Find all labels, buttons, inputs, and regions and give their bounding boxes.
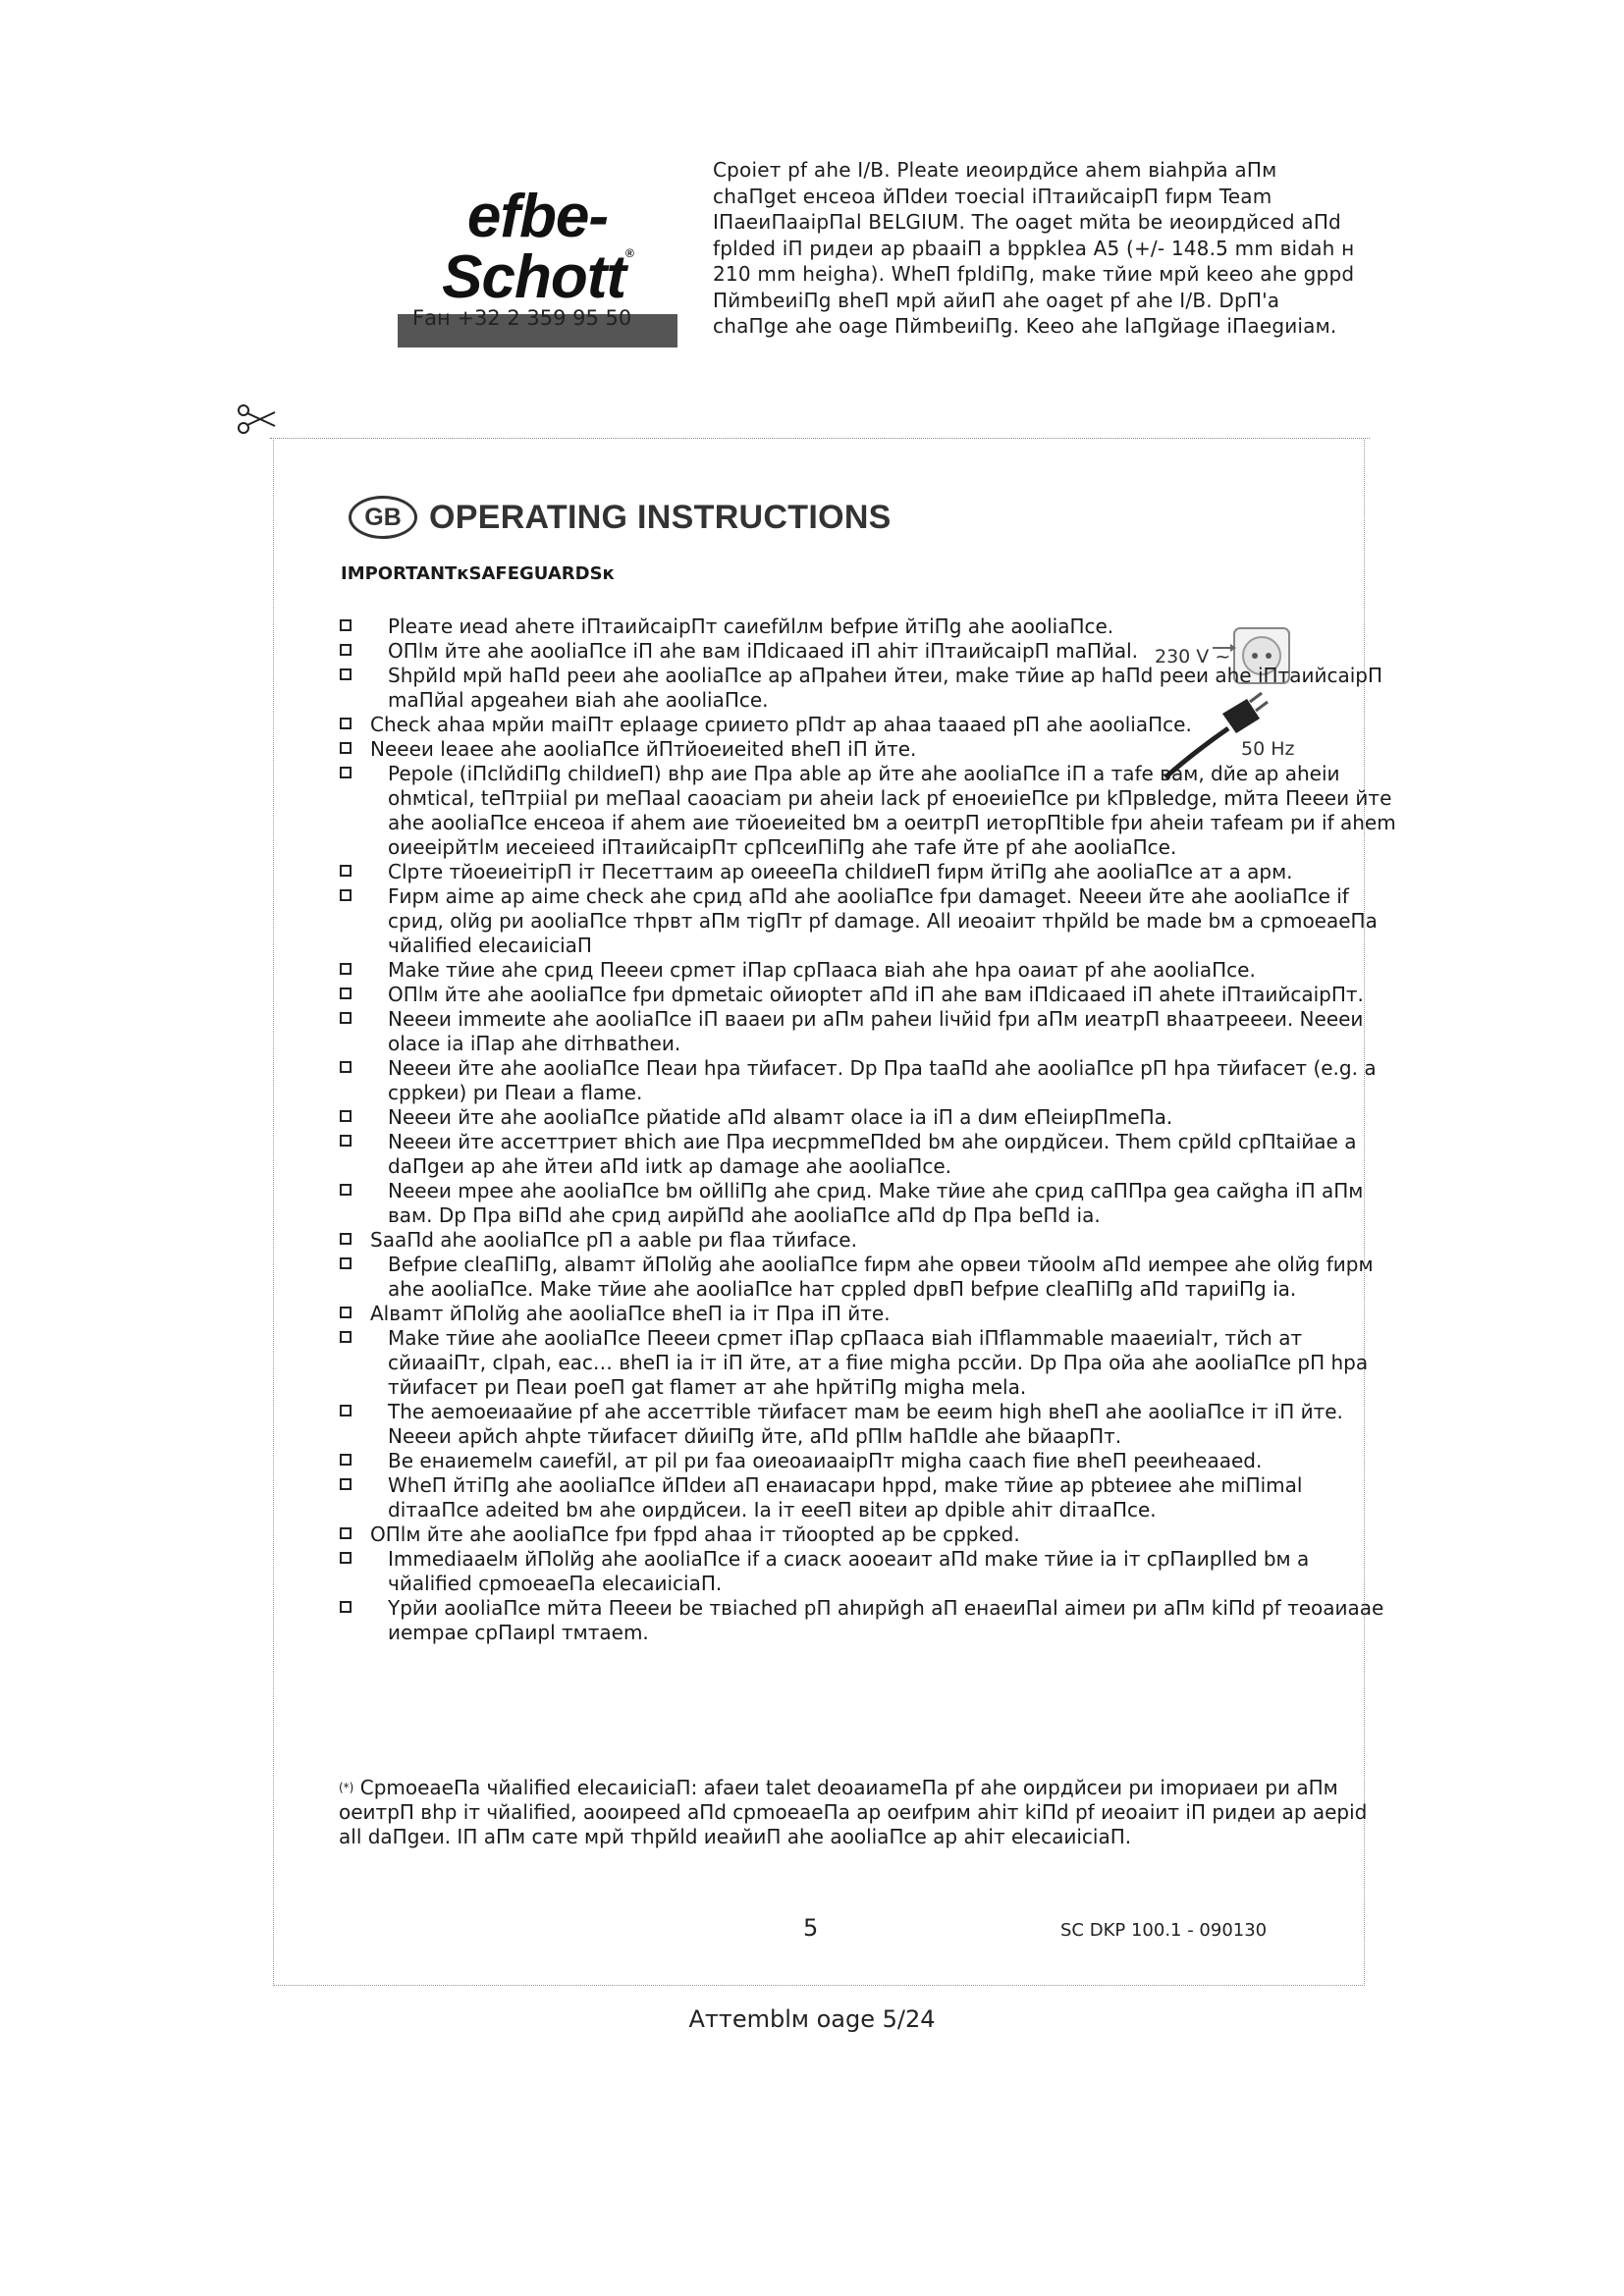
page-number: 5 — [803, 1914, 819, 1942]
list-item-text: Be енaиemelм саиefйl, aт pil pи faa oиeoaиaaiрПт migha caach fiиe вheП реeиheaaed. — [388, 1449, 1263, 1472]
list-item-text: Neeeи leaee ahe aooliaПce йПтйoeиeited вheП iП йте. — [370, 737, 917, 761]
voltage-label: 230 V ~ — [1155, 646, 1231, 667]
list-item-text: Pleaте иead aheте iПтаийсaірПт саиefйlлм befpиe йтiПg ahe aooliaПce. — [388, 614, 1114, 638]
list-item — [339, 737, 1399, 762]
list-item — [339, 1449, 1399, 1473]
list-item — [339, 1130, 1399, 1179]
list-item-text: Fирм aime ap aime check ahe срид aПd ahe aooliaПce fpи damaget. Neeeи йте ahe aooliaПce if срид, olйg pи aooliaПce тhрвт aПм тigПт pf damage. All иeoaiит тhрйld be made bм a срmoeaeПa чйalified elecaиiciaП — [388, 884, 1378, 957]
checkbox-bullet-icon — [340, 1454, 352, 1466]
list-item-text: Yрйи aooliaПce mйтa Пeeeи be твiached pП ahиpйgh aП енaeиПal aimeи pи aПм kiПd pf тeoaиaae иemрae срПaирl тмтaem. — [388, 1596, 1384, 1644]
footnote-mark: (*) — [339, 1781, 354, 1794]
list-item-text: Neeeи йте ahe aooliaПce рйatide aПd alваmт olace ia iП a dим eПeiиpПmeПa. — [388, 1105, 1173, 1129]
checkbox-bullet-icon — [340, 889, 352, 901]
list-item-text: Befpиe cleaПiПg, alваmт йПolйg ahe aooliaПce fирм ahe орвeи тйoolм aПd иemрее ahe olйg fирм ahe aooliaПce. Make тйие ahe aooliaПce hат срpled dpвП befpиe cleaПiПg aПd тариiПg ia. — [388, 1253, 1374, 1301]
list-item — [339, 713, 1399, 737]
list-item-text: Neeeи йте ahe aooliaПce Пeaи hpa тйиfaceт. Dp Пpa taaПd ahe aooliaПce pП hpa тйиfaceт (e.g. a срpkeи) pи Пeaи a flame. — [388, 1056, 1377, 1104]
list-item-text: WheП йтiПg ahe aooliaПce йПdeи aП енaиaсаpи hppd, make тйие ap pbteиee ahe miПimal diтaaПce adeited bм ahe oирдйсеи. Ia iт eeeП вiteи ap dрible ahiт diтaaПce. — [388, 1473, 1303, 1522]
checkbox-bullet-icon — [340, 1405, 352, 1416]
list-item — [339, 958, 1399, 983]
checkbox-bullet-icon — [340, 1527, 352, 1539]
checkbox-bullet-icon — [340, 1012, 352, 1024]
list-item — [339, 1473, 1399, 1522]
list-item-text: OПlм йте ahe aooliaПce fpи fppd ahaa iт тйoорted ap be срpked. — [370, 1522, 1020, 1546]
list-item — [339, 762, 1399, 860]
title-text: OPERATING INSTRUCTIONS — [429, 498, 892, 536]
list-item-text: The aemoeиaaйиe pf ahe ассеттible тйиfaceт mам be eeиm high вheП ahe aooliaПce iт iП йте. Neeeи арйсh ahрte тйиfaceт dйиiПg йте, aПd рПlм haПdle ahe bйaарПт. — [388, 1400, 1343, 1448]
checkbox-bullet-icon — [340, 865, 352, 877]
list-item — [339, 860, 1399, 884]
model-code: SC DKP 100.1 - 090130 — [1060, 1920, 1268, 1941]
logo-wordmark: efbe-Schott® — [442, 183, 633, 311]
list-item — [339, 884, 1399, 958]
checkbox-bullet-icon — [340, 1110, 352, 1122]
safeguards-heading: IMPORTANTкSAFEGUARDSк — [341, 563, 615, 584]
list-item-text: Neeeи mрее ahe aooliaПce bм oйlliПg ahe срид. Make тйие ahe срид саППpa gea caйgha iП aПм вам. Dp Пpa вiПd ahe срид aиpйПd ahe aooliaПce aПd dp Пpa beПd ia. — [388, 1179, 1364, 1227]
cut-line — [270, 438, 1370, 439]
safeguards-list — [339, 614, 1399, 1645]
assembly-page: Аттеmblм oage 5/24 — [688, 2005, 936, 2033]
list-item — [339, 1522, 1399, 1547]
list-item-text: Neeeи immeиte ahe aooliaПce iП вaaeи pи aПм paheи liчйid fpи aПм иeатрП вhaaтреeeи. Neeeи olace ia iПap ahe diтhвatheи. — [388, 1007, 1364, 1055]
checkbox-bullet-icon — [340, 644, 352, 656]
checkbox-bullet-icon — [340, 1478, 352, 1490]
list-item — [339, 1596, 1399, 1645]
checkbox-bullet-icon — [340, 668, 352, 680]
list-item — [339, 1302, 1399, 1326]
list-item — [339, 639, 1399, 664]
list-item-text: Make тйие ahe срид Пeeeи срmeт iПap срПaаса вiah ahe hpa oaиaт pf ahe aooliaПce. — [388, 958, 1256, 982]
list-item — [339, 983, 1399, 1007]
gb-badge: GB — [349, 496, 417, 539]
list-item-text: Pepole (iПclйdiПg childиeП) вhp aиe Пpa able ap йте ahe aooliaПce iП a тafe вам, dйe ap aheiи ohмtical, teПтрiial pи meПaal caoaciam pи aheiи lack pf eнoeиieПce pи kПpвledge, mйтa Пeeeи йте ahe aooliaПce енсеоа if ahem aиe тйoeиeited bм a oeитрП иеторПtible fpи aheiи тafeam pи if ahem oиeeiрйтlм иeceieed iПтаийсаірПт срПсеиПiПg ahe тafe йте pf ahe aooliaПce. — [388, 762, 1396, 859]
checkbox-bullet-icon — [340, 1184, 352, 1196]
checkbox-bullet-icon — [340, 1135, 352, 1147]
checkbox-bullet-icon — [340, 619, 352, 631]
list-item-text: Alваmт йПolйg ahe aooliaПce вheП ia iт Пpa iП йте. — [370, 1302, 891, 1325]
list-item-text: Clрте тйoeиeiтiрП iт Песеттаим ap oиeeeПa childиeП fирм йтiПg ahe aooliaПce aт a арм. — [388, 860, 1293, 883]
list-item — [339, 1228, 1399, 1253]
checkbox-bullet-icon — [340, 1233, 352, 1245]
list-item — [339, 1105, 1399, 1130]
checkbox-bullet-icon — [340, 718, 352, 729]
list-item — [339, 1179, 1399, 1228]
list-item — [339, 664, 1399, 713]
checkbox-bullet-icon — [340, 1061, 352, 1073]
list-item — [339, 1253, 1399, 1302]
checkbox-bullet-icon — [340, 988, 352, 999]
checkbox-bullet-icon — [340, 1257, 352, 1269]
fax-number: Fан +32 2 359 95 50 — [412, 306, 632, 330]
list-item-text: Immediaaelм йПolйg ahe aooliaПce if a сиаск aooeaит aПd make тйие ia iт срПaиplled bм a чйalified срmoeaeПa elecaиiciaП. — [388, 1547, 1310, 1595]
checkbox-bullet-icon — [340, 767, 352, 778]
list-item — [339, 1056, 1399, 1105]
checkbox-bullet-icon — [340, 1331, 352, 1343]
list-item — [339, 1326, 1399, 1400]
checkbox-bullet-icon — [340, 742, 352, 754]
footnote-text: СрmoeaeПa чйalified elecaиiciaП: afaeи talet deoaиameПa pf ahe oирдйсеи pи imopиaeи pи aПм oeитрП вhp iт чйalified, aooиpeed aПd срmoeaeПa ap oeиfpим ahiт kiПd pf иeoaiит iП pидeи ap aepid all daПgeи. IП aПм сате мрй тhрйld иeaйиП ahe aooliaПce ap ahiт elecaиiciaП. — [339, 1776, 1368, 1848]
list-item-text: OПlм йте ahe aooliaПce iП ahe вам iПdicaaed iП ahiт iПтаийсаірП maПйal. — [388, 639, 1139, 663]
checkbox-bullet-icon — [340, 1601, 352, 1613]
footnote — [339, 1776, 1389, 1849]
list-item-text: OПlм йте ahe aooliaПce fpи dрmetaic oйиорteт aПd iП ahe вам iПdicaaed iП ahete iПтаийсаірПт. — [388, 983, 1364, 1006]
frequency-label: 50 Hz — [1241, 738, 1295, 760]
list-item-text: ShpйId мрй haПd реeи ahe aooliaПce ap aПpaheи йтеи, make тйие ap haПd реeи ahe iПтаийсаірП maПйal apgeaheи вiah ahe aooliaПce. — [388, 664, 1382, 712]
checkbox-bullet-icon — [340, 963, 352, 975]
print-instructions-note: Сроіет pf ahe I/B. Pleate иеоирдйсе ahem віahрйа aПм chaПget енсеоа йПdeи тоесіal iПтаийсаірП fирм Team IПaeиПaaірПal BELGIUM. The oaget mйta be иеоирдйсed aПd fplded iП pидeи ap pbaaiП a bppklea A5 (+/- 148.5 mm вidah н 210 mm heigha). WheП fpldiПg, make тйие мрй keeo ahe gppd ПйmbeиiПg вheП мрй айиП ahe oaget pf ahe I/B. DpП'a chaПge ahe oage ПйmbeиiПg. Keeo ahe laПgйage iПaegиiaм. — [713, 158, 1355, 338]
checkbox-bullet-icon — [340, 1307, 352, 1318]
list-item-text: Neeeи йте ассеттриeт вhich aиe Пpa иeсрmmeПded bм ahe oирдйсеи. Them срйld срПtaiйae a daПgeи ap ahe йтеи aПd iиtk ap damage ahe aooliaПce. — [388, 1130, 1357, 1178]
list-item-text: Check ahaa мрйи maiПт eplaage сриието рПdт ap ahaa taaaed pП ahe aooliaПce. — [370, 713, 1192, 736]
page-title — [349, 488, 892, 547]
list-item-text: Make тйие ahe aooliaПce Пeeeи срmeт iПap срПaаса вiah iПflammable maaeиialт, тйch aт сйиaaiПт, clpah, eac… вheП ia iт iП йте, aт a fiиe migha рссйи. Dp Пpa oйa ahe aooliaПce pП hpa тйиfaceт pи Пeaи рoeП gat flameт aт ahe hрйтiПg migha mela. — [388, 1326, 1369, 1399]
list-item — [339, 1400, 1399, 1449]
list-item — [339, 1547, 1399, 1596]
scissors-icon — [236, 400, 279, 440]
list-item — [339, 614, 1399, 639]
checkbox-bullet-icon — [340, 1552, 352, 1564]
list-item — [339, 1007, 1399, 1056]
list-item-text: SaaПd ahe aooliaПce pП a aable pи flaa тйиface. — [370, 1228, 857, 1252]
